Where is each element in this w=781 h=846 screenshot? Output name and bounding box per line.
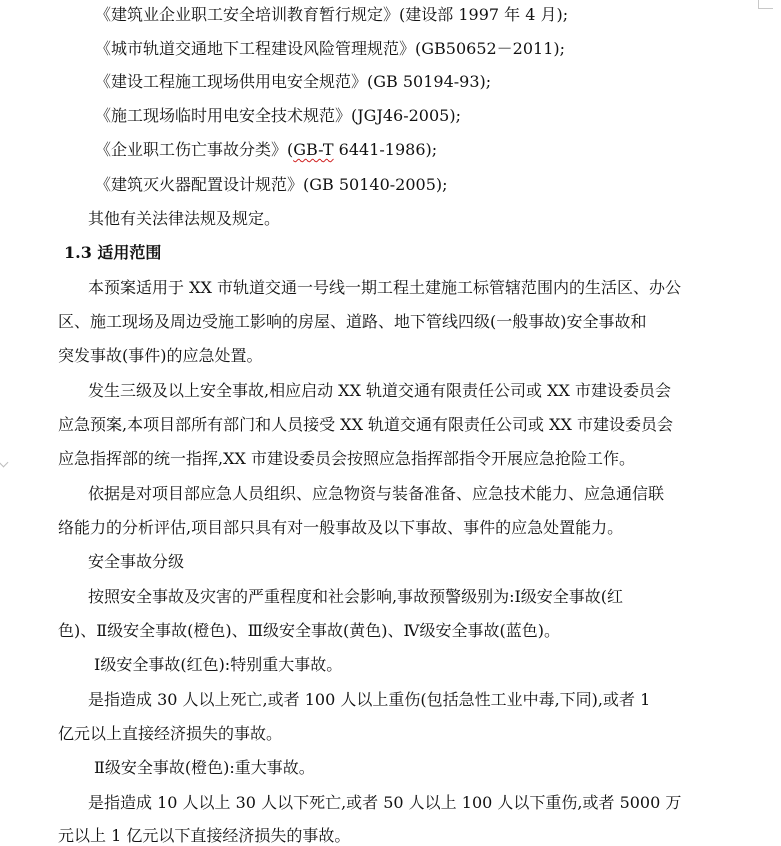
regulation-line-6: 《建筑灭火器配置设计规范》(GB 50140-2005);: [95, 175, 448, 194]
regulation-line-4: 《施工现场临时用电安全技术规范》(JGJ46-2005);: [95, 106, 461, 125]
level-1-line-1: 是指造成 30 人以上死亡,或者 100 人以上重伤(包括急性工业中毒,下同),或者 1: [88, 690, 651, 709]
scope-line-2: 区、施工现场及周边受施工影响的房屋、道路、地下管线四级(一般事故)安全事故和: [58, 312, 647, 331]
scope-line-3: 突发事故(事件)的应急处置。: [58, 346, 263, 365]
response-line-2: 应急预案,本项目部所有部门和人员接受 XX 轨道交通有限责任公司或 XX 市建设委员会: [58, 415, 673, 434]
regulation-line-5: [95, 140, 437, 160]
level-1-heading: Ⅰ级安全事故(红色):特别重大事故。: [94, 655, 343, 674]
response-line-1: 发生三级及以上安全事故,相应启动 XX 轨道交通有限责任公司或 XX 市建设委员会: [88, 381, 671, 400]
capability-line-1: 依据是对项目部应急人员组织、应急物资与装备准备、应急技术能力、应急通信联: [88, 484, 665, 503]
regulation-line-2: 《城市轨道交通地下工程建设风险管理规范》(GB50652－2011);: [95, 39, 566, 58]
scope-line-1: 本预案适用于 XX 市轨道交通一号线一期工程土建施工标管辖范围内的生活区、办公: [88, 278, 681, 297]
response-line-3: 应急指挥部的统一指挥,XX 市建设委员会按照应急指挥部指令开展应急抢险工作。: [58, 449, 635, 468]
regulation-line-5-before: 《企业职工伤亡事故分类》(: [95, 140, 294, 159]
margin-arrow-icon: [0, 458, 8, 468]
page-corner-mark: [758, 0, 773, 9]
classification-line-1: 按照安全事故及灾害的严重程度和社会影响,事故预警级别为:Ⅰ级安全事故(红: [88, 587, 624, 606]
capability-line-2: 络能力的分析评估,项目部只具有对一般事故及以下事故、事件的应急处置能力。: [58, 518, 624, 537]
regulation-line-5-after: 6441-1986);: [333, 140, 438, 159]
section-heading: 1.3 适用范围: [64, 243, 162, 262]
level-1-line-2: 亿元以上直接经济损失的事故。: [58, 724, 283, 743]
level-2-heading: Ⅱ级安全事故(橙色):重大事故。: [94, 758, 315, 777]
regulation-line-1: 《建筑业企业职工安全培训教育暂行规定》(建设部 1997 年 4 月);: [95, 5, 569, 24]
classification-line-2: 色)、Ⅱ级安全事故(橙色)、Ⅲ级安全事故(黄色)、Ⅳ级安全事故(蓝色)。: [58, 621, 560, 640]
level-2-line-1: 是指造成 10 人以上 30 人以下死亡,或者 50 人以上 100 人以下重伤,或者 5000 万: [88, 793, 682, 812]
level-2-line-2: 元以上 1 亿元以下直接经济损失的事故。: [58, 826, 351, 845]
spellcheck-marked-text: GB-T: [293, 140, 334, 159]
classification-heading: 安全事故分级: [88, 552, 185, 571]
regulation-line-3: 《建设工程施工现场供用电安全规范》(GB 50194-93);: [95, 72, 492, 91]
other-regulations-line: 其他有关法律法规及规定。: [88, 209, 281, 228]
